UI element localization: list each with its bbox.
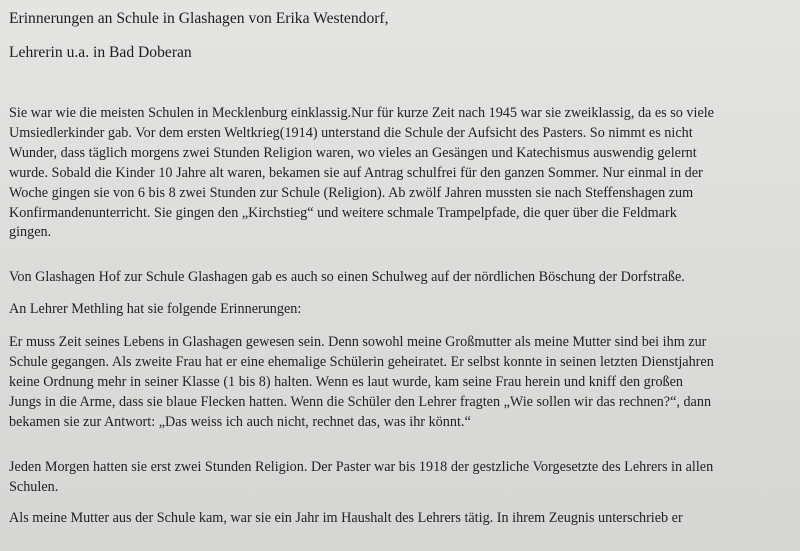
text-line: gingen. <box>9 224 52 241</box>
text-line: Schulen. <box>9 478 59 495</box>
paragraph-teacher-memories <box>9 333 793 433</box>
text-line: keine Ordnung mehr in seiner Klasse (1 bis 8) halten. Wenn es laut wurde, kam seine Frau herein und kniff den großen <box>9 373 684 390</box>
document-title: Erinnerungen an Schule in Glashagen von Erika Westendorf, <box>9 10 389 27</box>
text-line: Sie war wie die meisten Schulen in Mecklenburg einklassig.Nur für kurze Zeit nach 1945 war sie zweiklassig, da es so viele <box>9 105 714 121</box>
text-line: An Lehrer Methling hat sie folgende Erinnerungen: <box>9 301 302 317</box>
document-subtitle: Lehrerin u.a. in Bad Doberan <box>9 44 192 61</box>
text-line: Als meine Mutter aus der Schule kam, war sie ein Jahr im Haushalt des Lehrers tätig. In ihrem Zeugnis unterschrieb er <box>9 510 683 526</box>
text-line: wurde. Sobald die Kinder 10 Jahre alt waren, bekamen sie auf Antrag schulfrei für den ganzen Sommer. Nur einmal in der <box>9 164 703 181</box>
paragraph-household <box>9 509 793 529</box>
text-line: Schule gegangen. Als zweite Frau hat er eine ehemalige Schülerin geheiratet. Er selbst konnte in seinen letzten Dienstjahren <box>9 353 714 370</box>
paragraph-school-path <box>9 268 793 288</box>
paragraph-school-history <box>9 104 793 243</box>
text-line: bekamen sie zur Antwort: „Das weiss ich auch nicht, rechnet das, was ihr könnt.“ <box>9 413 471 430</box>
text-line: Wunder, dass täglich morgens zwei Stunden Religion waren, wo vieles an Gesängen und Katechismus auswendig gelernt <box>9 144 697 161</box>
text-line: Konfirmandenunterricht. Sie gingen den „Kirchstieg“ und weitere schmale Trampelpfade, die quer über die Feldmark <box>9 204 677 221</box>
paragraph-religion <box>9 458 793 498</box>
text-line: Jungs in die Arme, dass sie blaue Flecken hatten. Wenn die Schüler den Lehrer fragten „Wie sollen wir das rechnen?“, dann <box>9 393 712 410</box>
paragraph-teacher-intro <box>9 300 793 320</box>
text-line: Jeden Morgen hatten sie erst zwei Stunden Religion. Der Paster war bis 1918 der gestzliche Vorgesetzte des Lehrers in allen <box>9 459 714 475</box>
text-line: Von Glashagen Hof zur Schule Glashagen gab es auch so einen Schulweg auf der nördlichen Böschung der Dorfstraße. <box>9 269 685 285</box>
text-line: Umsiedlerkinder gab. Vor dem ersten Weltkrieg(1914) unterstand die Schule der Aufsicht des Pasters. So nimmt es nicht <box>9 124 693 141</box>
text-line: Er muss Zeit seines Lebens in Glashagen gewesen sein. Denn sowohl meine Großmutter als meine Mutter sind bei ihm zur <box>9 334 707 350</box>
text-line: Woche gingen sie von 6 bis 8 zwei Stunden zur Schule (Religion). Ab zwölf Jahren mussten sie nach Steffenshagen zum <box>9 184 694 201</box>
